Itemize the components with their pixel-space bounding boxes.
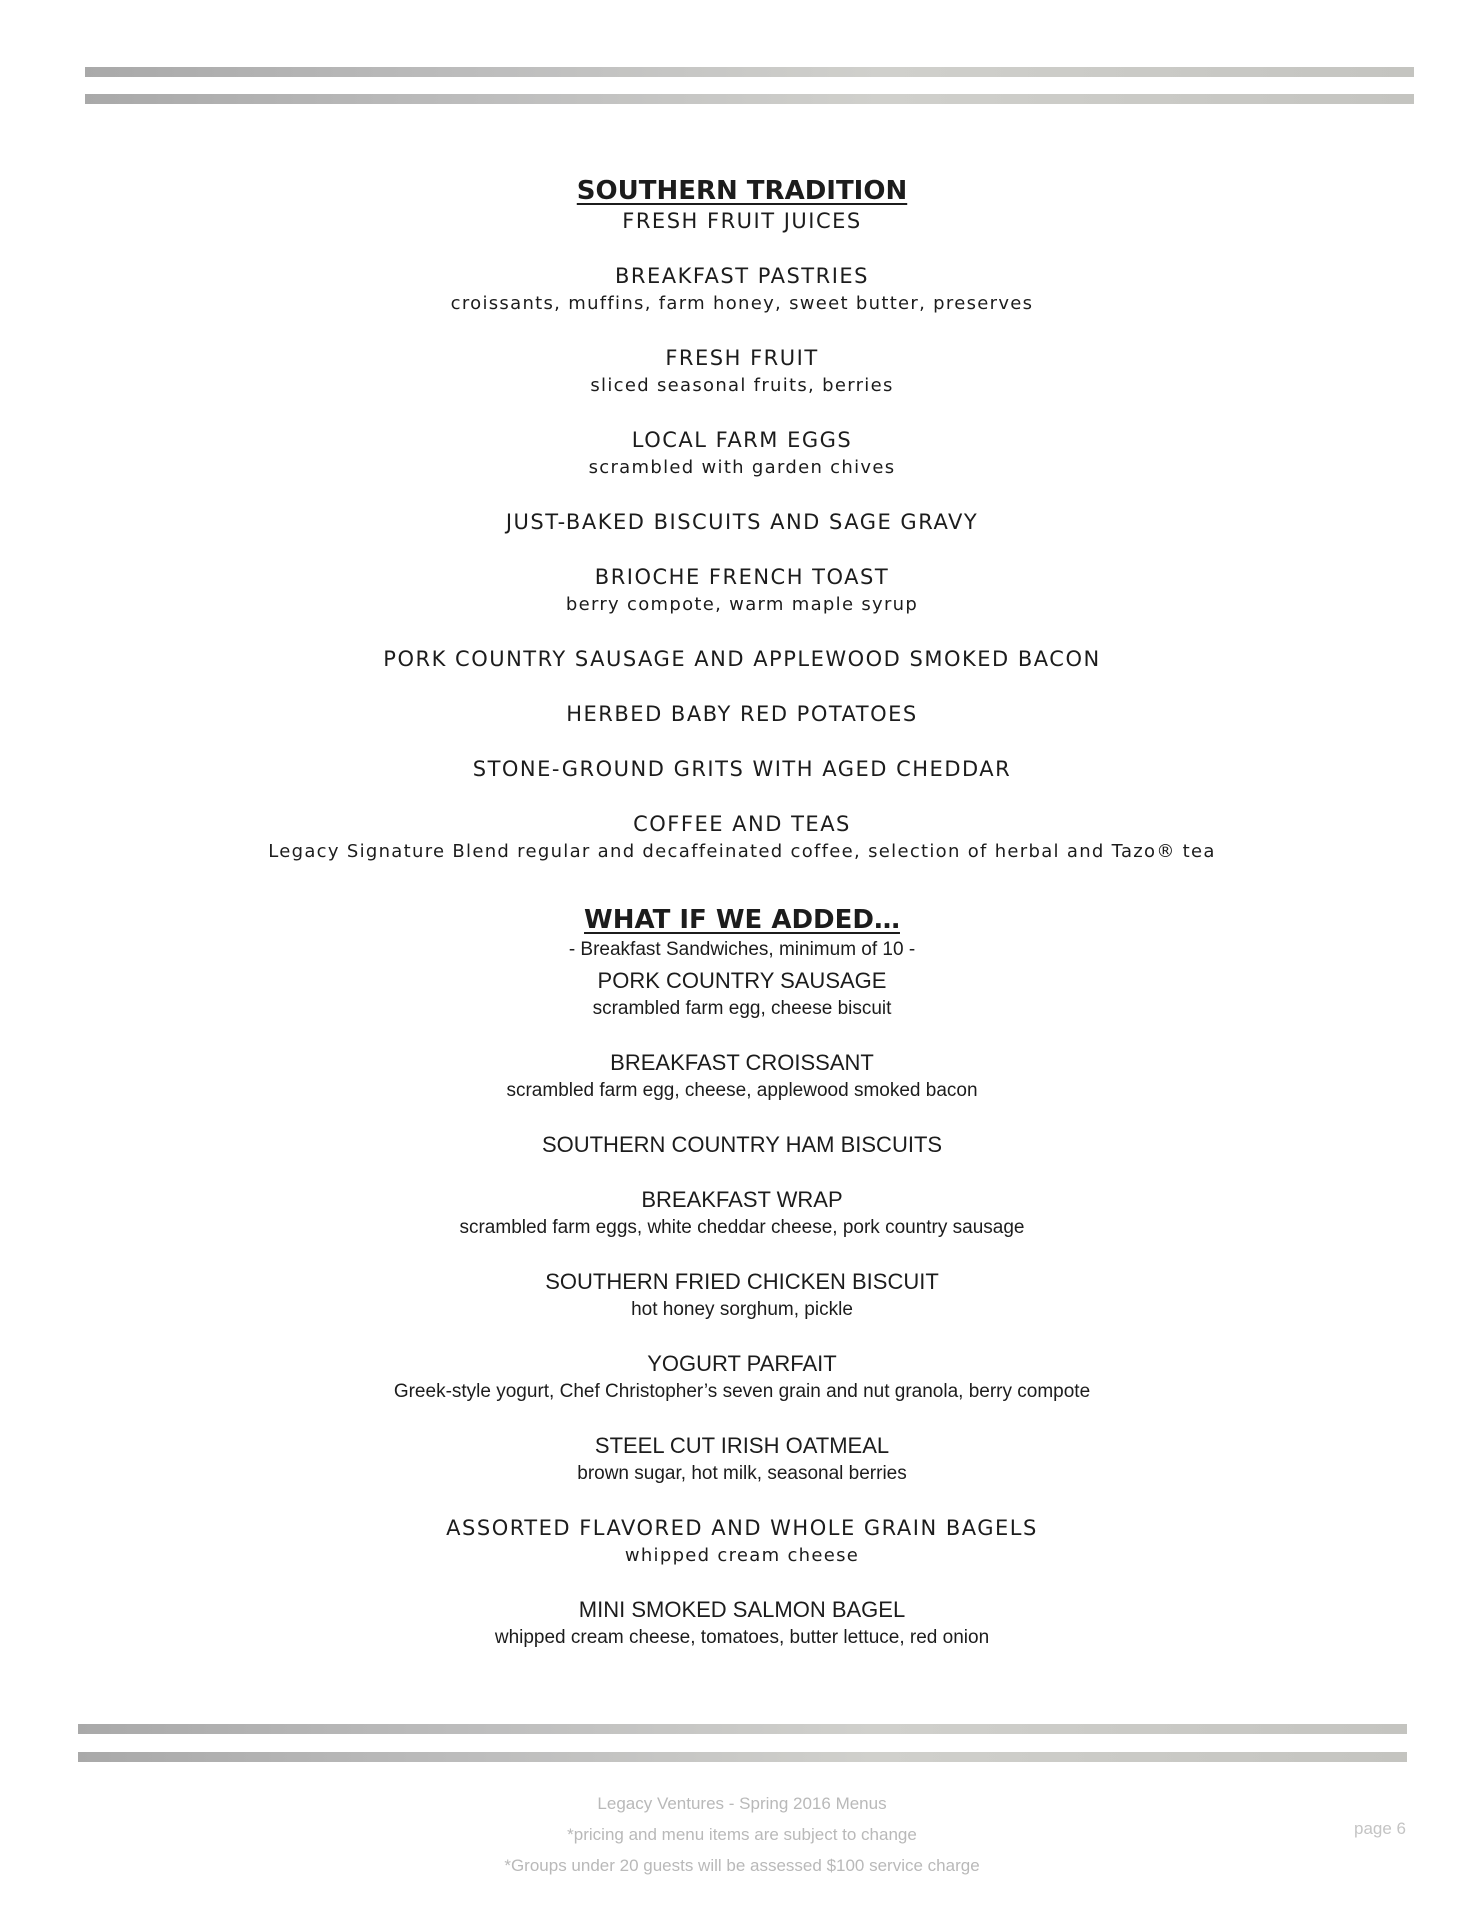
- menu-item: [0, 564, 1484, 618]
- menu-item-description: Legacy Signature Blend regular and decaffeinated coffee, selection of herbal and Tazo® tea: [268, 841, 1216, 862]
- menu-item: [0, 427, 1484, 481]
- menu-item-title: BREAKFAST CROISSANT: [610, 1050, 874, 1075]
- menu-item-title: ASSORTED FLAVORED AND WHOLE GRAIN BAGELS: [446, 1516, 1038, 1540]
- what-if-we-added-section: [0, 905, 1484, 1678]
- footer-pricing-note: *pricing and menu items are subject to change: [567, 1825, 917, 1844]
- menu-item: [0, 263, 1484, 317]
- section-note: - Breakfast Sandwiches, minimum of 10 -: [568, 939, 916, 960]
- page-number: page 6: [1354, 1819, 1406, 1838]
- menu-item-description: berry compote, warm maple syrup: [565, 594, 919, 615]
- menu-item-description: whipped cream cheese, tomatoes, butter lettuce, red onion: [494, 1627, 990, 1648]
- menu-item: [0, 1186, 1484, 1241]
- menu-item: [0, 1350, 1484, 1405]
- menu-item-description: hot honey sorghum, pickle: [631, 1299, 853, 1320]
- menu-item-title: YOGURT PARFAIT: [647, 1351, 837, 1376]
- menu-item: [0, 967, 1484, 1022]
- menu-item: [0, 1514, 1484, 1569]
- menu-item: [0, 646, 1484, 673]
- menu-item-title: COFFEE AND TEAS: [633, 812, 851, 836]
- menu-item-title: BREAKFAST PASTRIES: [615, 264, 869, 288]
- footer-menu-title: Legacy Ventures - Spring 2016 Menus: [597, 1794, 887, 1813]
- menu-item-list: [0, 208, 1484, 865]
- menu-item: [0, 345, 1484, 399]
- menu-item: [0, 208, 1484, 235]
- menu-item: [0, 1268, 1484, 1323]
- menu-item-title: SOUTHERN COUNTRY HAM BISCUITS: [541, 1132, 943, 1157]
- menu-item: [0, 811, 1484, 865]
- menu-item-title: BREAKFAST WRAP: [641, 1187, 843, 1212]
- menu-item-description: scrambled farm eggs, white cheddar cheese, pork country sausage: [459, 1217, 1025, 1238]
- top-rule-2: [85, 94, 1414, 104]
- menu-item: [0, 1432, 1484, 1487]
- menu-item-description: croissants, muffins, farm honey, sweet butter, preserves: [450, 293, 1034, 314]
- menu-item-title: BRIOCHE FRENCH TOAST: [594, 565, 890, 589]
- section-heading: SOUTHERN TRADITION: [576, 176, 908, 206]
- menu-item: [0, 1596, 1484, 1651]
- menu-item-description: scrambled farm egg, cheese biscuit: [592, 998, 892, 1019]
- menu-item-description: brown sugar, hot milk, seasonal berries: [577, 1463, 907, 1484]
- menu-item-list: [0, 967, 1484, 1651]
- menu-item-title: MINI SMOKED SALMON BAGEL: [578, 1597, 906, 1622]
- southern-tradition-section: [0, 176, 1484, 893]
- menu-item-title: SOUTHERN FRIED CHICKEN BISCUIT: [545, 1269, 939, 1294]
- bottom-rule-2: [78, 1752, 1407, 1762]
- menu-item: [0, 756, 1484, 783]
- menu-item: [0, 701, 1484, 728]
- menu-item-title: FRESH FRUIT: [665, 346, 819, 370]
- menu-item-description: scrambled with garden chives: [588, 457, 896, 478]
- top-rule-1: [85, 67, 1414, 77]
- menu-item-title: JUST-BAKED BISCUITS AND SAGE GRAVY: [505, 510, 979, 534]
- menu-item-description: sliced seasonal fruits, berries: [590, 375, 894, 396]
- menu-item-title: LOCAL FARM EGGS: [631, 428, 853, 452]
- menu-item-description: whipped cream cheese: [624, 1545, 860, 1566]
- menu-item-title: PORK COUNTRY SAUSAGE AND APPLEWOOD SMOKED BACON: [383, 647, 1101, 671]
- menu-item: [0, 1049, 1484, 1104]
- menu-item-title: FRESH FRUIT JUICES: [622, 209, 862, 233]
- menu-item-description: scrambled farm egg, cheese, applewood smoked bacon: [506, 1080, 978, 1101]
- footer-service-charge-note: *Groups under 20 guests will be assessed $100 service charge: [504, 1856, 980, 1875]
- bottom-rule-1: [78, 1724, 1407, 1734]
- menu-item-title: STONE-GROUND GRITS WITH AGED CHEDDAR: [472, 757, 1012, 781]
- menu-item: [0, 1131, 1484, 1159]
- menu-item-title: HERBED BABY RED POTATOES: [566, 702, 918, 726]
- footer: [0, 1788, 1484, 1881]
- menu-item-title: STEEL CUT IRISH OATMEAL: [594, 1433, 890, 1458]
- menu-item: [0, 509, 1484, 536]
- section-heading: WHAT IF WE ADDED…: [584, 905, 900, 935]
- menu-item-description: Greek-style yogurt, Chef Christopher’s seven grain and nut granola, berry compote: [393, 1381, 1091, 1402]
- menu-item-title: PORK COUNTRY SAUSAGE: [597, 968, 887, 993]
